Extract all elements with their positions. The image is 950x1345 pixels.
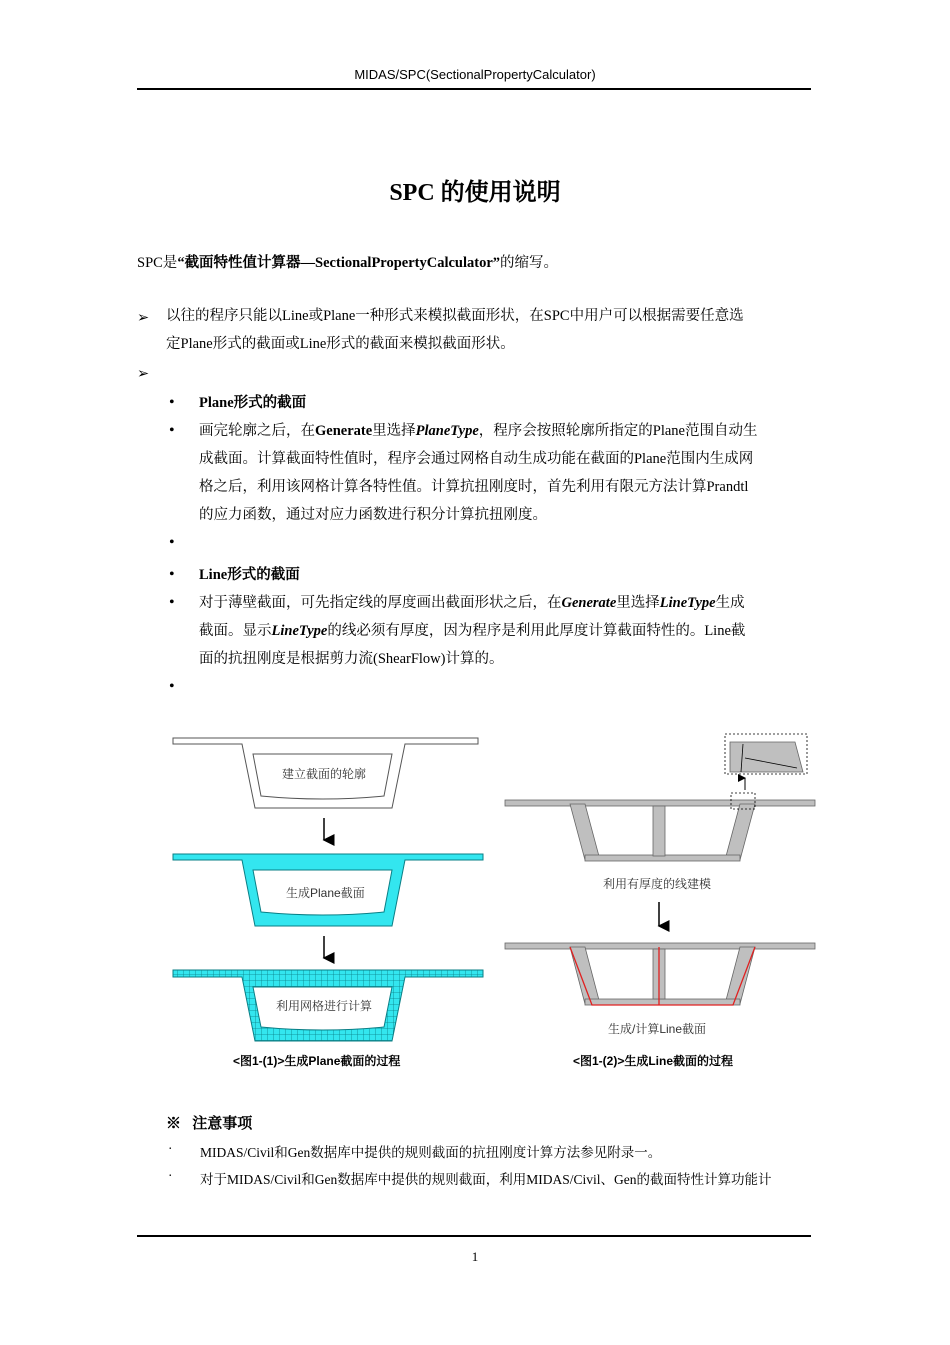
note-item: MIDAS/Civil和Gen数据库中提供的规则截面的抗扭刚度计算方法参见附录一。 bbox=[200, 1145, 662, 1160]
notes-heading bbox=[166, 1112, 252, 1133]
figure-caption-right: <图1-(2)>生成Line截面的过程 bbox=[573, 1054, 734, 1068]
plane-line1 bbox=[199, 417, 819, 445]
line-text: 生成 bbox=[715, 595, 745, 611]
plane-text: 画完轮廓之后，在 bbox=[199, 423, 315, 439]
bullet-dot-icon: • bbox=[169, 394, 175, 411]
plane-section bbox=[137, 389, 817, 557]
figure-caption-left: <图1-(1)>生成Plane截面的过程 bbox=[233, 1054, 401, 1068]
intro-suffix: 的缩写。 bbox=[500, 255, 559, 271]
plane-line3: 格之后，利用该网格计算各特性值。计算抗扭刚度时，首先利用有限元方法计算Prandtl bbox=[199, 479, 749, 495]
arrow-item-line2: 定Plane形式的截面或Line形式的截面来模拟截面形状。 bbox=[166, 336, 515, 352]
bullet-dot-icon: • bbox=[169, 422, 175, 439]
arrow-bullet-icon: ➢ bbox=[137, 366, 150, 382]
note-item: 对于MIDAS/Civil和Gen数据库中提供的规则截面，利用MIDAS/Civil、Gen的截面特性计算功能计 bbox=[200, 1172, 772, 1187]
plane-text: 里选择 bbox=[372, 423, 416, 439]
intro-paragraph bbox=[137, 251, 558, 272]
line-text: 里选择 bbox=[616, 595, 660, 611]
notes-title: 注意事项 bbox=[192, 1116, 253, 1132]
line-text: 对于薄壁截面，可先指定线的厚度画出截面形状之后，在 bbox=[199, 595, 562, 611]
document-title: SPC 的使用说明 bbox=[389, 180, 561, 206]
linetype-keyword: LineType bbox=[271, 623, 328, 639]
line-section bbox=[137, 561, 817, 701]
bullet-dot-icon: • bbox=[169, 678, 175, 695]
note-bullet-icon: · bbox=[168, 1168, 173, 1183]
note-bullet-icon: · bbox=[168, 1141, 173, 1156]
line-text: 的线必须有厚度，因为程序是利用此厚度计算截面特性的。Line截 bbox=[327, 623, 746, 639]
line-line2 bbox=[199, 617, 819, 645]
arrow-item-line1: 以往的程序只能以Line或Plane一种形式来模拟截面形状，在SPC中用户可以根据需要任意选 bbox=[166, 308, 744, 324]
plane-text: ，程序会按照轮廓所指定的Plane范围自动生 bbox=[478, 423, 758, 439]
reference-mark-icon: ※ bbox=[166, 1116, 182, 1132]
figure-label-plane: 生成Plane截面 bbox=[286, 886, 365, 900]
figure-label-mesh: 利用网格进行计算 bbox=[276, 999, 373, 1013]
generate-keyword: Generate bbox=[561, 595, 617, 611]
bullet-dot-icon: • bbox=[169, 566, 175, 583]
page-number: 1 bbox=[471, 1249, 479, 1264]
header-rule bbox=[137, 88, 811, 90]
figure-label-outline: 建立截面的轮廓 bbox=[282, 767, 367, 781]
page-header: MIDAS/SPC(SectionalPropertyCalculator) bbox=[354, 67, 596, 82]
section-process-figure bbox=[165, 728, 825, 1073]
line-model-shape bbox=[505, 734, 815, 861]
line-line1 bbox=[199, 589, 819, 617]
arrow-item-text bbox=[166, 302, 826, 358]
planetype-keyword: PlaneType bbox=[415, 423, 479, 439]
figure-label-line-section: 生成/计算Line截面 bbox=[608, 1022, 707, 1036]
arrow-bullet-icon: ➢ bbox=[137, 310, 150, 326]
linetype-keyword: LineType bbox=[659, 595, 716, 611]
bullet-dot-icon: • bbox=[169, 594, 175, 611]
bullet-dot-icon: • bbox=[169, 534, 175, 551]
plane-line4: 的应力函数，通过对应力函数进行积分计算抗扭刚度。 bbox=[199, 507, 547, 523]
intro-bold: “截面特性值计算器—SectionalPropertyCalculator” bbox=[177, 255, 501, 271]
plane-line2: 成截面。计算截面特性值时，程序会通过网格自动生成功能在截面的Plane范围内生成网 bbox=[199, 451, 754, 467]
plane-heading: Plane形式的截面 bbox=[199, 395, 307, 411]
line-section-shape bbox=[505, 943, 815, 1005]
line-heading: Line形式的截面 bbox=[199, 567, 300, 583]
line-line3: 面的抗扭刚度是根据剪力流(ShearFlow)计算的。 bbox=[199, 651, 504, 667]
figure-label-line-model: 利用有厚度的线建模 bbox=[603, 877, 712, 891]
footer-rule bbox=[137, 1235, 811, 1237]
line-text: 截面。显示 bbox=[199, 623, 272, 639]
intro-prefix: SPC是 bbox=[137, 255, 178, 271]
generate-keyword: Generate bbox=[315, 423, 373, 439]
